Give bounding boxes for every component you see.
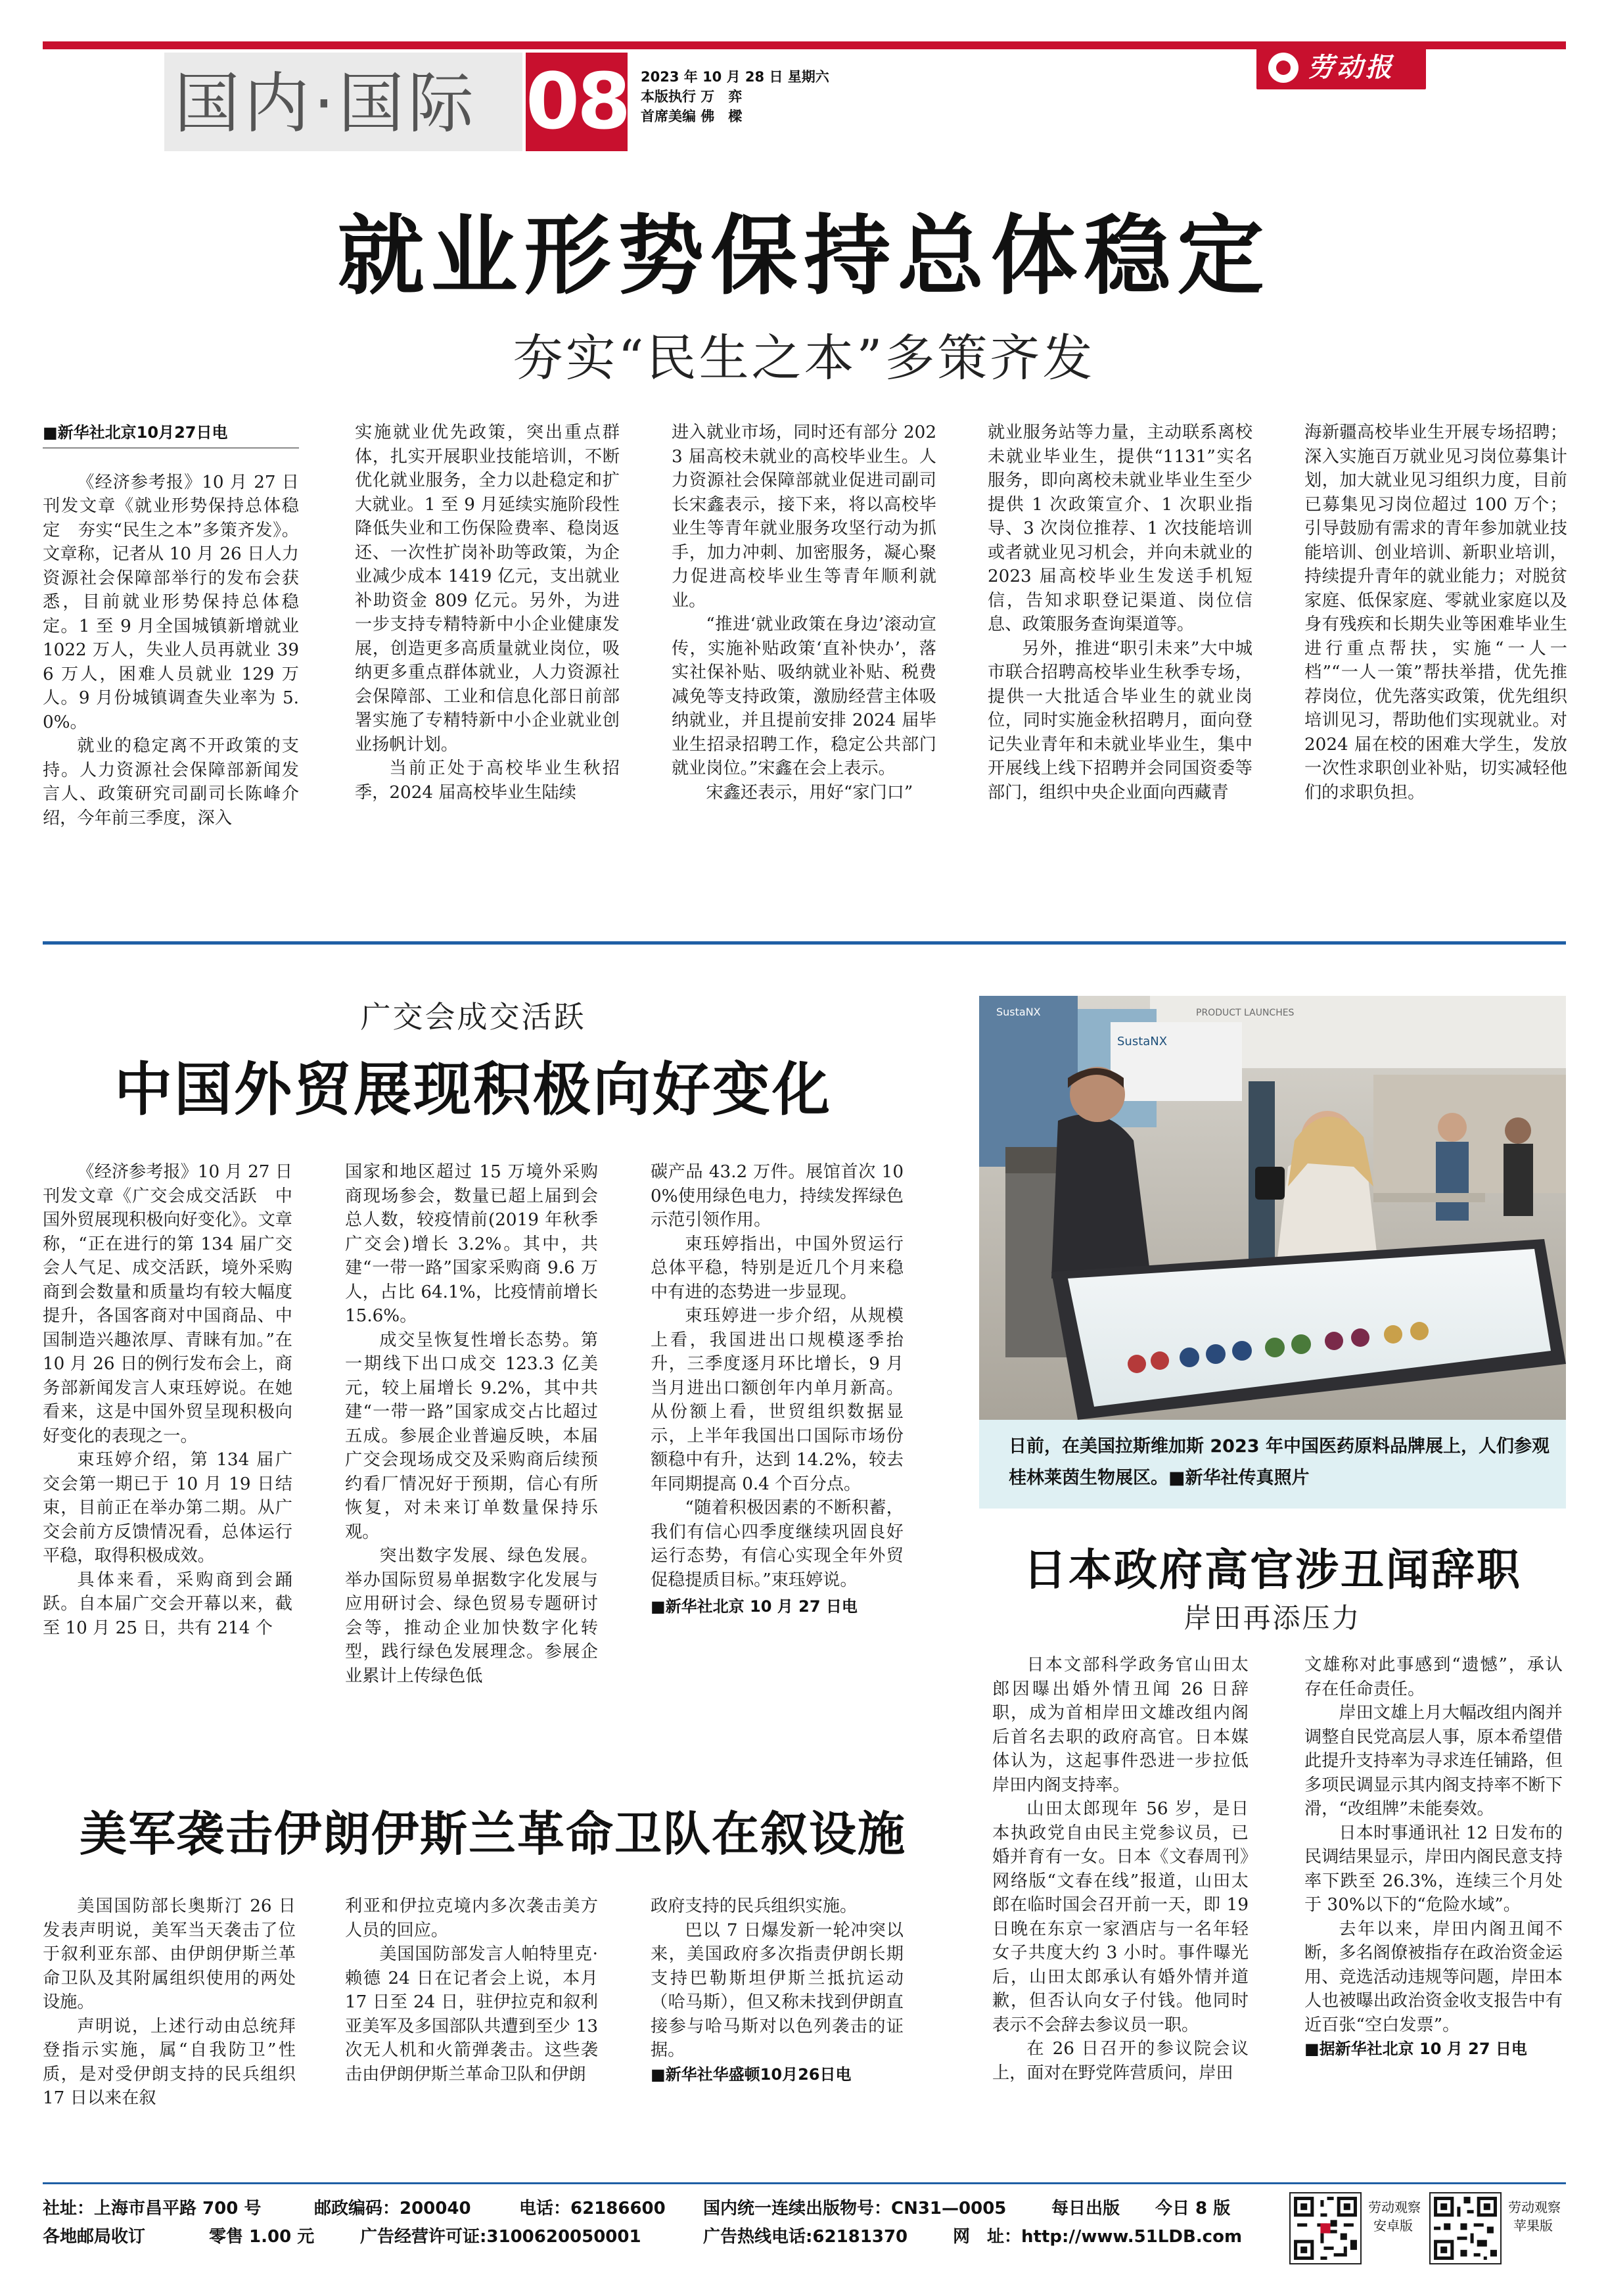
logo-mark-inner <box>1276 60 1291 75</box>
footer-price: 零售 1.00 元 <box>209 2227 315 2247</box>
footer-subscription: 各地邮局收订 <box>43 2227 146 2247</box>
trade-kicker: 广交会成交活跃 <box>360 999 586 1035</box>
lead-paragraph: 《经济参考报》10 月 27 日刊发文章《就业形势保持总体稳定 夯实“民生之本”多策齐发》。文章称，记者从 10 月 26 日人力资源社会保障部举行的发布会获悉，目前就业形势保持总体稳定。1 至 9 月全国城镇新增就业 1022 万人，失业人员再就业 396 万人，困难人员就业 129 万人。9 月份城镇调查失业率为 5.0%。 <box>43 472 299 732</box>
lead-column-3 <box>672 421 936 894</box>
lead-column-4 <box>988 421 1252 894</box>
trade-show-photo <box>979 996 1566 1420</box>
japan-column-1 <box>992 1653 1249 2140</box>
japan-paragraph: 山田太郎现年 56 岁，是日本执政党自由民主党参议员，已婚并育有一女。日本《文春周刊》网络版“文春在线”报道，山田太郎在临时国会召开前一天，即 19 日晚在东京一家酒店与一名年轻女子共度大约 3 小时。事件曝光后，山田太郎承认有婚外情并道歉，但否认向女子付钱。他同时表示不会辞去参议员一职。 <box>992 1799 1249 2035</box>
footer-phone: 电话：62186600 <box>519 2199 666 2218</box>
booth-sign-left: SustaNX <box>996 1006 1041 1018</box>
lead-column-2 <box>355 421 620 894</box>
lead-paragraph: 另外，推进“职引未来”大中城市联合招聘高校毕业生秋季专场，提供一大批适合毕业生的就业岗位，同时实施金秋招聘月，面向登记失业青年和未就业毕业生，集中开展线上线下招聘并会同国资委等部门，组织中央企业面向西藏青 <box>988 638 1252 803</box>
japan-paragraph: 岸田文雄上月大幅改组内阁并调整自民党高层人事，原本希望借此提升支持率为寻求连任铺路，但多项民调显示其内阁支持率不断下滑，“改组牌”未能奏效。 <box>1304 1703 1563 1819</box>
japan-paragraph: 日本时事通讯社 12 日发布的民调结果显示，岸田内阁民意支持率下跌至 26.3%，连续三个月处于 30%以下的“危险水域”。 <box>1304 1823 1563 1915</box>
trade-paragraph: 国家和地区超过 15 万境外采购商现场参会，数量已超上届到会总人数，较疫情前(2019 年秋季广交会)增长 3.2%。其中，共建“一带一路”国家采购商 9.6 万人，占比 64.1%，比疫情前增长 15.6%。 <box>345 1162 598 1326</box>
us-column-2 <box>345 1894 598 2144</box>
qr-ios-label-1: 劳动观察 <box>1508 2199 1561 2215</box>
footer-website[interactable]: 网 址：http://www.51LDB.com <box>953 2227 1243 2247</box>
qr-ios-label-2: 苹果版 <box>1513 2218 1553 2234</box>
trade-paragraph: 碳产品 43.2 万件。展馆首次 100%使用绿色电力，持续发挥绿色示范引领作用。 <box>651 1162 904 1230</box>
us-paragraph: 政府支持的民兵组织实施。 <box>651 1896 858 1916</box>
lead-paragraph: 就业的稳定离不开政策的支持。人力资源社会保障部新闻发言人、政策研究司副司长陈峰介绍，今年前三季度，深入 <box>43 736 299 828</box>
lead-column-5 <box>1304 421 1567 894</box>
trade-paragraph: 束珏婷介绍，第 134 届广交会第一期已于 10 月 19 日结束，目前正在举办第二期。从广交会前方反馈情况看，总体运行平稳，取得积极成效。 <box>43 1450 292 1566</box>
japan-dateline: ■据新华社北京 10 月 27 日电 <box>1304 2040 1527 2058</box>
japan-column-2 <box>1304 1653 1563 2153</box>
footer-ad-license: 广告经营许可证:3100620050001 <box>360 2227 641 2247</box>
trade-column-2 <box>345 1160 598 1781</box>
trade-column-3 <box>651 1160 904 1781</box>
qr-code-android-icon[interactable] <box>1289 2192 1362 2264</box>
footer-address: 社址：上海市昌平路 700 号 <box>43 2199 262 2218</box>
us-paragraph: 声明说，上述行动由总统拜登指示实施，属“自我防卫”性质，是对受伊朗支持的民兵组织 17 日以来在叙 <box>43 2016 296 2108</box>
trade-paragraph: 具体来看，采购商到会踊跃。自本届广交会开幕以来，截至 10 月 25 日，共有 214 个 <box>43 1570 292 1638</box>
lead-paragraph: “推进‘就业政策在身边’滚动宣传，实施补贴政策‘直补快办’，落实社保补贴、吸纳就业补贴、税费减免等支持政策，激励经营主体吸纳就业，并且提前安排 2024 届毕业生招录招聘工作，稳定公共部门就业岗位。”宋鑫在会上表示。 <box>672 615 936 778</box>
lead-paragraph: 进入就业市场，同时还有部分 2023 届高校未就业的高校毕业生。人力资源社会保障部就业促进司副司长宋鑫表示，接下来，将以高校毕业生等青年就业服务攻坚行动为抓手，加力冲刺、加密服务，凝心聚力促进高校毕业生等青年顺利就业。 <box>672 423 936 611</box>
qr-android-label-2: 安卓版 <box>1373 2218 1413 2234</box>
us-dateline: ■新华社华盛顿10月26日电 <box>651 2065 852 2084</box>
section-divider <box>43 941 1566 945</box>
trade-paragraph: 束珏婷进一步介绍，从规模上看，我国进出口规模逐季抬升，三季度逐月环比增长，9 月当月进出口额创年内单月新高。从份额上看，世贸组织数据显示，上半年我国出口国际市场份额稳中有升，达到 14.2%，较去年同期提高 0.4 个百分点。 <box>651 1306 904 1494</box>
editor-credit: 本版执行 万 弈 <box>641 89 743 105</box>
japan-paragraph: 日本文部科学政务官山田太郎因曝出婚外情丑闻 26 日辞职，成为首相岸田文雄改组内阁后首名去职的政府高官。日本媒体认为，这起事件恐进一步拉低岸田内阁支持率。 <box>992 1655 1249 1795</box>
trade-headline: 中国外贸展现积极向好变化 <box>114 1055 832 1123</box>
footer-ad-hotline: 广告热线电话:62181370 <box>703 2227 908 2247</box>
lead-subheadline: 夯实“民生之本”多策齐发 <box>513 329 1095 387</box>
japan-paragraph: 去年以来，岸田内阁丑闻不断，多名阁僚被指存在政治资金运用、竞选活动违规等问题，岸田本人也被曝出政治资金收支报告中有近百张“空白发票”。 <box>1304 1919 1563 2035</box>
japan-paragraph: 文雄称对此事感到“遗憾”，承认存在任命责任。 <box>1304 1655 1563 1699</box>
footer-issue-number: 国内统一连续出版物号：CN31—0005 <box>703 2199 1007 2218</box>
news-photo <box>979 996 1566 1420</box>
lead-headline: 就业形势保持总体稳定 <box>337 205 1271 307</box>
japan-headline: 日本政府高官涉丑闻辞职 <box>1023 1544 1522 1595</box>
trade-paragraph: 《经济参考报》10 月 27 日刊发文章《广交会成交活跃 中国外贸展现积极向好变化》。文章称，“正在进行的第 134 届广交会人气足、成交活跃，境外采购商到会数量和质量均有较大幅度提升，各国客商对中国商品、中国制造兴趣浓厚、青睐有加。”在 10 月 26 日的例行发布会上，商务部新闻发言人束珏婷说。在她看来，这是中国外贸呈现积极向好变化的表现之一。 <box>43 1162 292 1446</box>
us-strike-headline: 美军袭击伊朗伊斯兰革命卫队在叙设施 <box>79 1806 906 1862</box>
photo-caption: 日前，在美国拉斯维加斯 2023 年中国医药原料品牌展上，人们参观桂林莱茵生物展区。■新华社传真照片 <box>1009 1436 1550 1488</box>
newspaper-name: 劳动报 <box>1308 52 1394 83</box>
lead-paragraph: 当前正处于高校毕业生秋招季，2024 届高校毕业生陆续 <box>355 759 620 803</box>
lead-paragraph: 实施就业优先政策，突出重点群体，扎实开展职业技能培训，不断优化就业服务，全力以赴稳定和扩大就业。1 至 9 月延续实施阶段性降低失业和工伤保险费率、稳岗返还、一次性扩岗补助等政策，为企业减少成本 1419 亿元，支出就业补助资金 809 亿元。另外，为进一步支持专精特新中小企业健康发展，创造更多高质量就业岗位，吸纳更多重点群体就业，人力资源社会保障部、工业和信息化部日前部署实施了专精特新中小企业就业创业扬帆计划。 <box>355 423 620 755</box>
lead-paragraph: 海新疆高校毕业生开展专场招聘；深入实施百万就业见习岗位募集计划，加大就业见习组织力度，目前已募集见习岗位超过 100 万个；引导鼓励有需求的青年参加就业技能培训、创业培训、新职业培训，持续提升青年的就业能力；对脱贫家庭、低保家庭、零就业家庭以及身有残疾和长期失业等困难毕业生进行重点帮扶，实施“一人一档”“一人一策”帮扶举措，优先推荐岗位，优先落实政策，优先组织培训见习，帮助他们实现就业。对 2024 届在校的困难大学生，发放一次性求职创业补贴，切实减轻他们的求职负担。 <box>1304 423 1567 803</box>
trade-paragraph: 突出数字发展、绿色发展。举办国际贸易单据数字化发展与应用研讨会、绿色贸易专题研讨会等，推动企业加快数字化转型，践行绿色发展理念。参展企业累计上传绿色低 <box>345 1546 598 1686</box>
trade-paragraph: 束珏婷指出，中国外贸运行总体平稳，特别是近几个月来稳中有进的态势进一步显现。 <box>651 1234 904 1302</box>
booth-banner: PRODUCT LAUNCHES <box>1196 1008 1295 1018</box>
footer-frequency: 每日出版 <box>1051 2199 1120 2218</box>
designer-credit: 首席美编 佛 樑 <box>641 108 743 124</box>
lead-column-1 <box>43 421 299 894</box>
footer-postcode: 邮政编码：200040 <box>314 2199 471 2218</box>
trade-column-1 <box>43 1160 292 1781</box>
us-paragraph: 利亚和伊拉克境内多次袭击美方人员的回应。 <box>345 1896 598 1940</box>
us-paragraph: 巴以 7 日爆发新一轮冲突以来，美国政府多次指责伊朗长期支持巴勒斯坦伊斯兰抵抗运动（哈马斯），但又称未找到伊朗直接参与哈马斯对以色列袭击的证据。 <box>651 1920 904 2060</box>
booth-sign-right: SustaNX <box>1117 1035 1168 1048</box>
qr-code-ios-icon[interactable] <box>1429 2192 1502 2264</box>
us-column-3 <box>651 1894 904 2157</box>
us-paragraph: 美国国防部发言人帕特里克·赖德 24 日在记者会上说，本月 17 日至 24 日，驻伊拉克和叙利亚美军及多国部队共遭到至少 13 次无人机和火箭弹袭击。这些袭击由伊朗伊斯兰革命卫队和伊朗 <box>345 1944 598 2084</box>
lead-paragraph: 宋鑫还表示，用好“家门口” <box>706 782 913 803</box>
japan-subheadline: 岸田再添压力 <box>1183 1602 1362 1634</box>
us-column-1 <box>43 1894 296 2144</box>
us-paragraph: 美国国防部长奥斯汀 26 日发表声明说，美军当天袭击了位于叙利亚东部、由伊朗伊斯兰革命卫队及其附属组织使用的两处设施。 <box>43 1896 296 2012</box>
lead-dateline: ■新华社北京10月27日电 <box>43 421 299 448</box>
qr-android-label-1: 劳动观察 <box>1368 2199 1421 2215</box>
page-number: 08 <box>526 56 629 147</box>
issue-date: 2023 年 10 月 28 日 星期六 <box>641 69 829 85</box>
lead-paragraph: 就业服务站等力量，主动联系离校未就业毕业生，提供“1131”实名服务，即向离校未就业毕业生至少提供 1 次政策宣介、1 次职业指导、3 次岗位推荐、1 次技能培训或者就业见习机会，并向未就业的 2023 届高校毕业生发送手机短信，告知求职登记渠道、岗位信息、政策服务查询渠道等。 <box>988 423 1252 634</box>
japan-paragraph: 在 26 日召开的参议院会议上，面对在野党阵营质问，岸田 <box>992 2039 1249 2083</box>
footer-rule <box>43 2182 1566 2184</box>
footer-pages-today: 今日 8 版 <box>1155 2199 1231 2218</box>
trade-paragraph: 成交呈恢复性增长态势。第一期线下出口成交 123.3 亿美元，较上届增长 9.2%，其中共建“一带一路”国家成交占比超过五成。参展企业普遍反映，本届广交会现场成交及采购商后续预约看厂情况好于预期，信心有所恢复，对未来订单数量保持乐观。 <box>345 1330 598 1542</box>
section-name: 国内·国际 <box>174 65 478 142</box>
trade-dateline: ■新华社北京 10 月 27 日电 <box>651 1597 858 1616</box>
trade-paragraph: “随着积极因素的不断积蓄，我们有信心四季度继续巩固良好运行态势，有信心实现全年外贸促稳提质目标。”束珏婷说。 <box>651 1498 904 1590</box>
